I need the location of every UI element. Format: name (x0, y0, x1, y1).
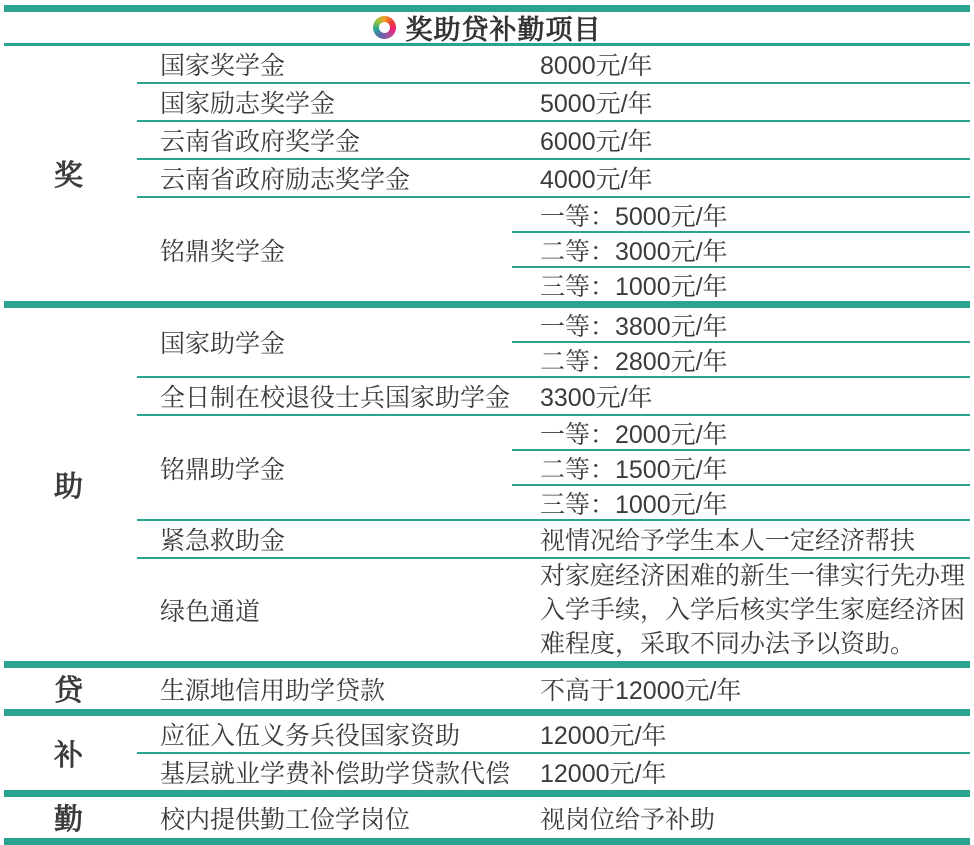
category-label-grant: 助 (53, 471, 83, 503)
row-name: 绿色通道 (160, 598, 261, 626)
row-value: 二等：3000元/年 (540, 237, 728, 266)
row-value: 4000元/年 (540, 166, 653, 194)
table-row-group (137, 559, 970, 661)
section-divider (4, 709, 970, 716)
category-label-loan: 贷 (53, 675, 83, 707)
section-scholarship (0, 46, 974, 301)
page-title: 奖助贷补勤项目 (405, 15, 602, 45)
section-divider (4, 301, 970, 308)
row-value: 一等：2000元/年 (540, 420, 728, 449)
table-row (137, 46, 970, 82)
row-value: 二等：2800元/年 (540, 347, 728, 376)
row-value: 二等：1500元/年 (540, 455, 728, 484)
section-grant (0, 308, 974, 661)
table-row-group (137, 308, 970, 376)
table-row (137, 716, 970, 752)
table-row (137, 160, 970, 196)
category-label-scholarship: 奖 (53, 160, 83, 192)
row-value: 8000元/年 (540, 52, 653, 80)
row-value: 三等：1000元/年 (540, 490, 728, 519)
category-label-subsidy: 补 (53, 739, 83, 772)
row-value: 视岗位给予补助 (540, 805, 716, 834)
table-row (137, 84, 970, 120)
row-value: 6000元/年 (540, 128, 653, 156)
rainbow-ring-icon (373, 16, 396, 39)
table-row (137, 378, 970, 414)
row-value: 12000元/年 (540, 722, 667, 750)
row-value: 一等：3800元/年 (540, 312, 728, 341)
row-name: 云南省政府奖学金 (160, 128, 361, 156)
row-name: 紧急救助金 (160, 527, 286, 555)
row-value: 12000元/年 (540, 760, 667, 788)
row-value: 一等：5000元/年 (540, 202, 728, 231)
table-row-group (137, 416, 970, 519)
row-value: 对家庭经济困难的新生一律实行先办理入学手续，入学后核实学生家庭经济困难程度，采取不同办法予以资助。 (540, 562, 966, 658)
section-divider (4, 661, 970, 668)
category-label-workstudy: 勤 (53, 804, 83, 836)
row-name: 国家励志奖学金 (160, 90, 336, 118)
row-value: 三等：1000元/年 (540, 272, 728, 301)
row-name: 全日制在校退役士兵国家助学金 (160, 384, 511, 412)
row-value: 不高于12000元/年 (540, 676, 742, 705)
table-title-row (0, 12, 974, 43)
table-row (137, 122, 970, 158)
row-name: 国家助学金 (160, 330, 286, 358)
row-name: 生源地信用助学贷款 (160, 676, 386, 705)
row-value: 3300元/年 (540, 384, 653, 412)
row-name: 基层就业学费补偿助学贷款代偿 (160, 760, 511, 788)
row-value: 视情况给予学生本人一定经济帮扶 (540, 527, 916, 555)
row-value: 5000元/年 (540, 90, 653, 118)
bottom-border-line (4, 838, 970, 845)
table-row (137, 800, 970, 836)
table-row-group (137, 198, 970, 301)
row-name: 应征入伍义务兵役国家资助 (160, 722, 461, 750)
row-name: 铭鼎助学金 (160, 455, 286, 484)
row-name: 国家奖学金 (160, 52, 286, 80)
table-row (137, 521, 970, 557)
table-row (137, 671, 970, 707)
row-name: 云南省政府励志奖学金 (160, 166, 411, 194)
row-name: 铭鼎奖学金 (160, 237, 286, 266)
section-loan (0, 668, 974, 709)
row-name: 校内提供勤工俭学岗位 (160, 805, 411, 834)
section-workstudy (0, 797, 974, 838)
section-subsidy (0, 716, 974, 790)
table-row (137, 754, 970, 790)
section-divider (4, 790, 970, 797)
